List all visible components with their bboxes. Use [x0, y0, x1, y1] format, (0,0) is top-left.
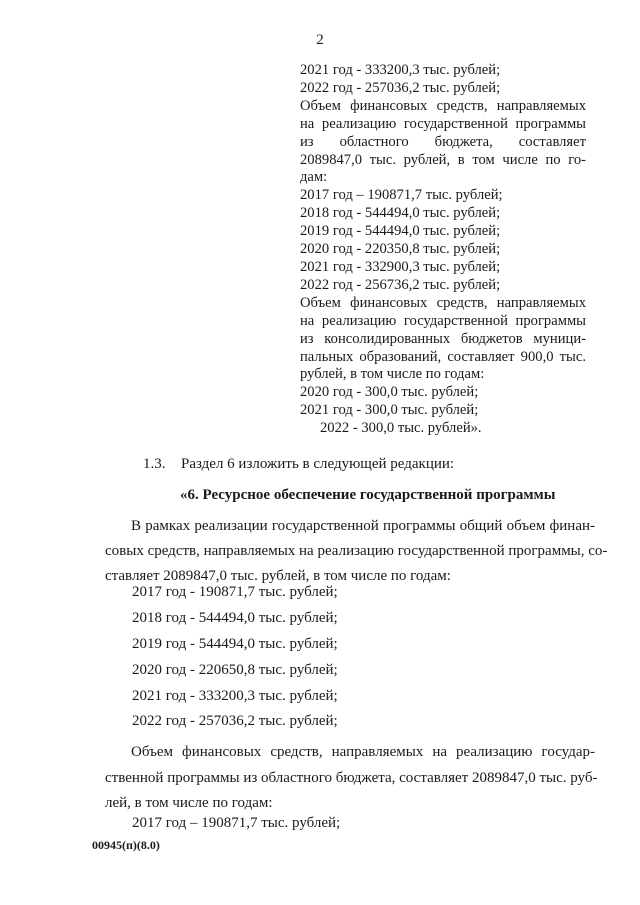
text-line: 2018 год - 544494,0 тыс. рублей; — [132, 610, 338, 626]
text-line: 2021 год - 332900,3 тыс. рублей; — [300, 258, 501, 275]
text-line: 2022 - 300,0 тыс. рублей». — [320, 420, 482, 437]
section-heading: «6. Ресурсное обеспечение государственной программы — [180, 487, 556, 503]
text-line: рублей, в том числе по годам: — [300, 366, 485, 383]
document-code: 00945(п)(8.0) — [92, 838, 160, 852]
resource-summary-block — [300, 62, 586, 438]
text-line: 2021 год - 333200,3 тыс. рублей; — [132, 688, 338, 704]
text-line: из областного бюджета, составляет — [300, 133, 586, 150]
text-line: на реализацию государственной программы — [300, 115, 586, 132]
text-line: лей, в том числе по годам: — [105, 795, 273, 811]
text-line: Объем финансовых средств, направляемых — [300, 97, 586, 114]
text-line: 2017 год – 190871,7 тыс. рублей; — [132, 815, 341, 831]
text-line: 2019 год - 544494,0 тыс. рублей; — [300, 223, 501, 240]
text-line: из консолидированных бюджетов муници- — [300, 330, 586, 347]
text-line: 2021 год - 300,0 тыс. рублей; — [300, 402, 479, 419]
text-line: 2022 год - 257036,2 тыс. рублей; — [300, 79, 501, 96]
text-line: 2020 год - 220350,8 тыс. рублей; — [300, 241, 501, 258]
text-line: дам: — [300, 169, 328, 186]
text-line: пальных образований, составляет 900,0 тыс. — [300, 348, 586, 365]
text-line: 2018 год - 544494,0 тыс. рублей; — [300, 205, 501, 222]
text-line: совых средств, направляемых на реализацию государственной программы, со- — [105, 543, 608, 559]
section-instruction: Раздел 6 изложить в следующей редакции: — [181, 456, 455, 472]
text-line: 2017 год - 190871,7 тыс. рублей; — [132, 584, 338, 600]
text-line: 2022 год - 256736,2 тыс. рублей; — [300, 276, 501, 293]
text-line: 2017 год – 190871,7 тыс. рублей; — [300, 187, 503, 204]
text-line: 2089847,0 тыс. рублей, в том числе по го- — [300, 151, 586, 168]
text-line: на реализацию государственной программы — [300, 312, 586, 329]
text-line: Объем финансовых средств, направляемых — [300, 294, 586, 311]
text-line: Объем финансовых средств, направляемых на реализацию государ- — [131, 744, 595, 760]
text-line: 2022 год - 257036,2 тыс. рублей; — [132, 713, 338, 729]
page-number: 2 — [316, 32, 324, 48]
text-line: ственной программы из областного бюджета, составляет 2089847,0 тыс. руб- — [105, 770, 598, 786]
text-line: 2021 год - 333200,3 тыс. рублей; — [300, 62, 501, 78]
text-line: 2020 год - 300,0 тыс. рублей; — [300, 384, 479, 401]
text-line: В рамках реализации государственной программы общий объем финан- — [131, 518, 595, 534]
text-line: 2019 год - 544494,0 тыс. рублей; — [132, 636, 338, 652]
section-number: 1.3. — [143, 456, 166, 472]
text-line: ставляет 2089847,0 тыс. рублей, в том числе по годам: — [105, 568, 451, 584]
text-line: 2020 год - 220650,8 тыс. рублей; — [132, 662, 338, 678]
